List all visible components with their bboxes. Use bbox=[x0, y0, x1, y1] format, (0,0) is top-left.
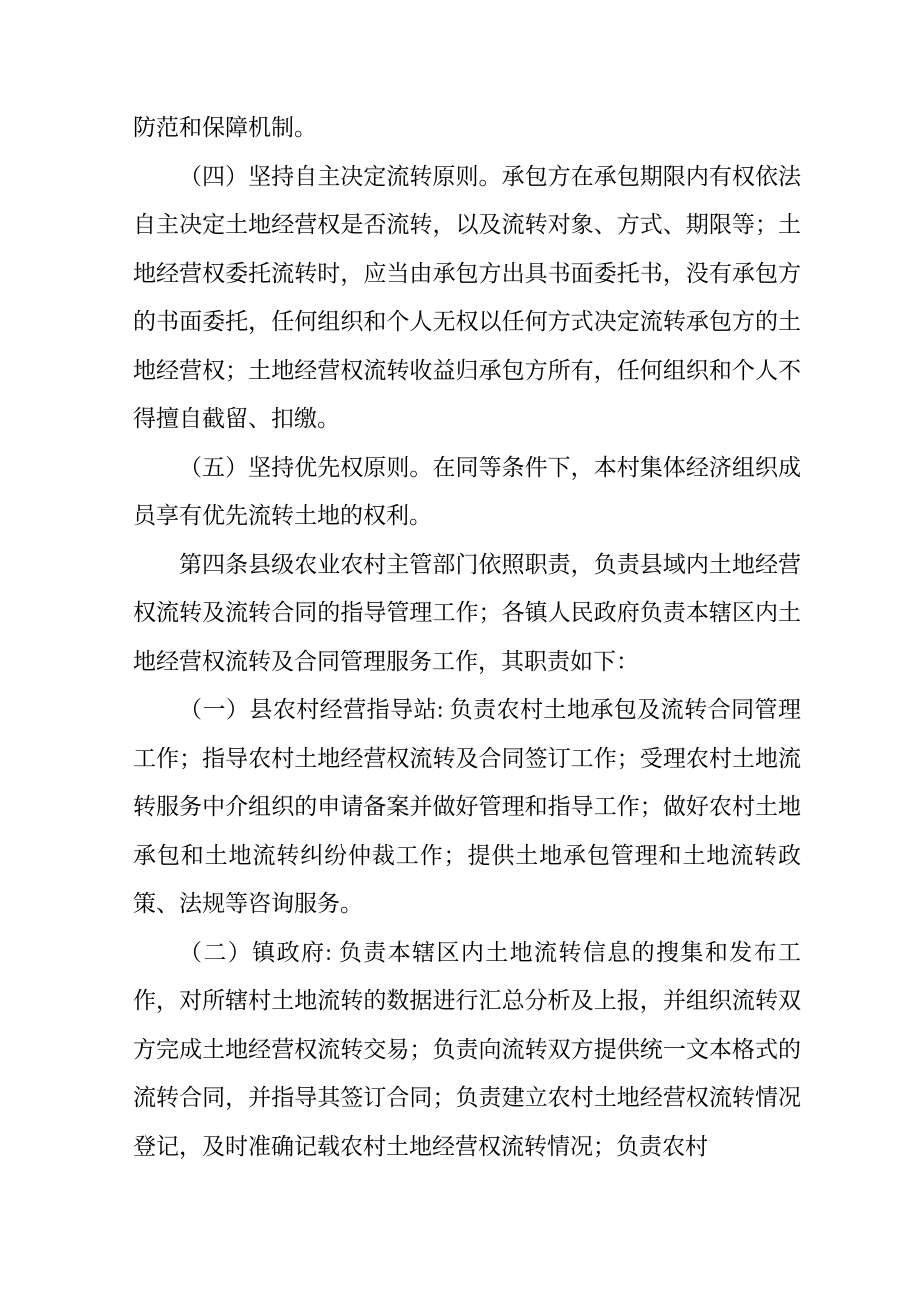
paragraph-principle-5: （五）坚持优先权原则。在同等条件下，本村集体经济组织成员享有优先流转土地的权利。 bbox=[133, 454, 801, 528]
paragraph-duty-2: （二）镇政府: 负责本辖区内土地流转信息的搜集和发布工作，对所辖村土地流转的数据进行汇总分析及上报，并组织流转双方完成土地经营权流转交易；负责向流转双方提供统一文本格式的流转合同，并指导其签订合同；负责建立农村土地经营权流转情况登记，及时准确记载农村土地经营权流转情况；负责农村 bbox=[133, 939, 801, 1159]
paragraph-principle-4: （四）坚持自主决定流转原则。承包方在承包期限内有权依法自主决定土地经营权是否流转，以及流转对象、方式、期限等；土地经营权委托流转时，应当由承包方出具书面委托书，没有承包方的书面委托，任何组织和个人无权以任何方式决定流转承包方的土地经营权；土地经营权流转收益归承包方所有，任何组织和个人不得擅自截留、扣缴。 bbox=[133, 163, 801, 431]
paragraph-duty-1: （一）县农村经营指导站: 负责农村土地承包及流转合同管理工作；指导农村土地经营权流转及合同签订工作；受理农村土地流转服务中介组织的申请备案并做好管理和指导工作；做好农村土地承包和土地流转纠纷仲裁工作；提供土地承包管理和土地流转政策、法规等咨询服务。 bbox=[133, 697, 801, 916]
document-body bbox=[133, 104, 801, 1171]
paragraph-article-4: 第四条县级农业农村主管部门依照职责，负责县域内土地经营权流转及流转合同的指导管理工作；各镇人民政府负责本辖区内土地经营权流转及合同管理服务工作，其职责如下： bbox=[133, 551, 801, 674]
paragraph-continuation: 防范和保障机制。 bbox=[133, 115, 317, 140]
